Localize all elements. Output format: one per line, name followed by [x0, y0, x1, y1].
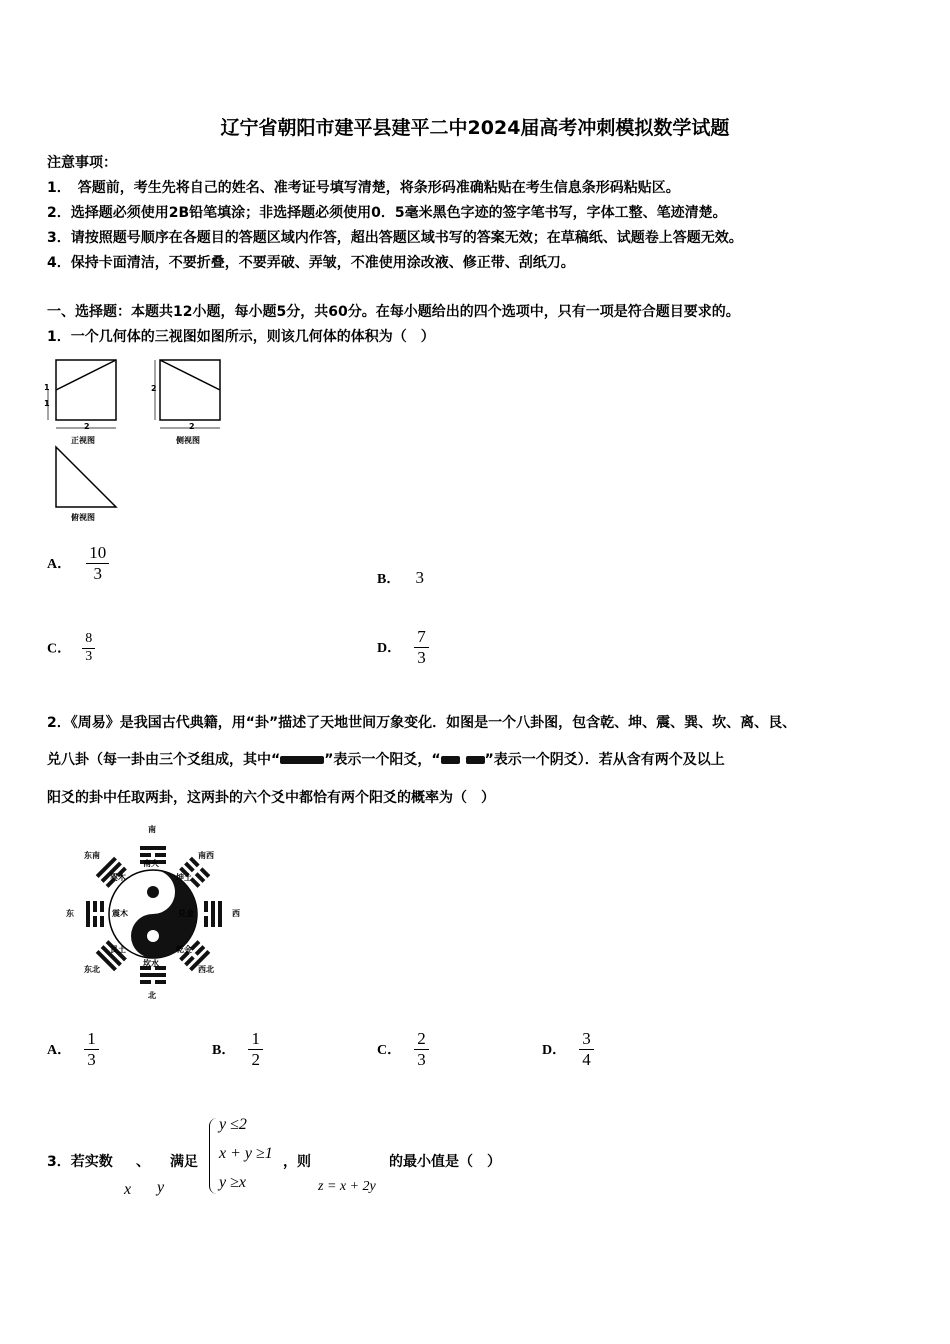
bagua-direction-label: 东南	[84, 851, 100, 860]
system-brace	[209, 1118, 218, 1194]
numerator: 2	[414, 1030, 429, 1050]
fraction	[414, 628, 429, 667]
notice-item: 1． 答题前，考生先将自己的姓名、准考证号填写清楚，将条形码准确粘贴在考生信息条形码粘贴区。	[47, 180, 680, 196]
front-width-label: 2	[84, 422, 90, 431]
option-letter: A．	[47, 1042, 72, 1058]
option-letter: A．	[47, 556, 72, 572]
objective-expression: z = x + 2y	[318, 1179, 376, 1194]
page-title: 辽宁省朝阳市建平县建平二中2024届高考冲刺模拟数学试题	[220, 117, 730, 139]
numerator: 3	[579, 1030, 594, 1050]
question-3-text: 3．若实数	[47, 1154, 113, 1170]
fraction	[84, 1030, 99, 1069]
three-view-diagram	[40, 352, 240, 527]
notice-heading: 注意事项：	[47, 155, 117, 171]
variable-y: y	[157, 1179, 165, 1196]
option-d[interactable]	[377, 628, 429, 667]
option-value: 3	[415, 568, 424, 587]
bagua-inner-label: 乾金	[176, 945, 192, 954]
top-view-label: 俯视图	[71, 513, 95, 522]
question-2-text: ”表示一个阳爻，“	[324, 752, 441, 768]
fraction	[248, 1030, 263, 1069]
bagua-direction-label: 西	[232, 909, 240, 918]
denominator: 3	[417, 1049, 426, 1069]
side-width-label: 2	[189, 422, 195, 431]
yin-line-icon	[441, 756, 460, 764]
denominator: 3	[85, 648, 93, 664]
fraction	[414, 1030, 429, 1069]
option-letter: B．	[212, 1042, 236, 1058]
notice-item: 2．选择题必须使用2B铅笔填涂；非选择题必须使用0．5毫米黑色字迹的签字笔书写，字体工整、笔迹清楚。	[47, 205, 727, 221]
numerator: 8	[82, 632, 95, 649]
inequality: x + y ≥1	[219, 1145, 273, 1162]
option-a[interactable]	[47, 1030, 99, 1069]
option-c[interactable]	[377, 1030, 429, 1069]
denominator: 3	[93, 563, 102, 583]
question-3-separator: 、	[136, 1154, 150, 1170]
bagua-direction-label: 南	[148, 825, 156, 834]
option-b[interactable]	[212, 1030, 263, 1069]
inequality: y ≥x	[219, 1174, 246, 1191]
question-3-text: 满足	[170, 1154, 198, 1170]
bagua-inner-label: 坎水	[143, 959, 159, 968]
bagua-inner-label: 震木	[112, 909, 128, 918]
option-letter: D．	[377, 640, 402, 656]
bagua-direction-label: 北	[148, 991, 156, 1000]
numerator: 1	[84, 1030, 99, 1050]
notice-item: 4．保持卡面清洁，不要折叠，不要弄破、弄皱，不准使用涂改液、修正带、刮纸刀。	[47, 255, 575, 271]
bagua-inner-label: 艮土	[110, 945, 126, 954]
numerator: 1	[248, 1030, 263, 1050]
question-3-text: ，则	[283, 1154, 311, 1170]
fraction	[579, 1030, 594, 1069]
variable-x: x	[124, 1181, 132, 1198]
question-3-text: 的最小值是（ ）	[389, 1154, 501, 1170]
option-letter: D．	[542, 1042, 567, 1058]
option-letter: C．	[377, 1042, 402, 1058]
fraction	[82, 632, 95, 664]
numerator: 10	[86, 544, 109, 564]
side-view-label: 侧视图	[176, 436, 200, 445]
question-2-line: 2．《周易》是我国古代典籍，用“卦”描述了天地世间万象变化．如图是一个八卦图，包含乾、坤、震、巽、坎、离、艮、	[47, 715, 797, 731]
bagua-diagram	[60, 820, 250, 1010]
bagua-direction-label: 东北	[84, 965, 100, 974]
bagua-direction-label: 东	[66, 909, 74, 918]
numerator: 7	[414, 628, 429, 648]
yang-line-icon	[280, 756, 324, 764]
denominator: 3	[417, 647, 426, 667]
inequality: y ≤2	[219, 1116, 247, 1133]
section-heading: 一、选择题：本题共12小题，每小题5分，共60分。在每小题给出的四个选项中，只有一项是符合题目要求的。	[47, 304, 740, 320]
question-2-line	[47, 749, 725, 769]
bagua-inner-label: 南火	[143, 859, 159, 868]
side-height-label: 2	[151, 384, 157, 393]
option-letter: C．	[47, 641, 72, 657]
front-view-label: 正视图	[71, 436, 95, 445]
denominator: 3	[87, 1049, 96, 1069]
front-height-label: 1	[44, 383, 50, 392]
question-1-stem: 1．一个几何体的三视图如图所示，则该几何体的体积为（ ）	[47, 329, 435, 345]
option-a[interactable]	[47, 544, 109, 583]
question-2-text: ”表示一个阴爻）．若从含有两个及以上	[484, 752, 725, 768]
denominator: 2	[251, 1049, 260, 1069]
bagua-inner-label: 巽木	[110, 873, 126, 882]
question-2-line: 阳爻的卦中任取两卦，这两卦的六个爻中都恰有两个阳爻的概率为（ ）	[47, 790, 495, 806]
option-b[interactable]	[377, 568, 424, 588]
fraction	[86, 544, 109, 583]
front-height-label: 1	[44, 399, 50, 408]
bagua-inner-label: 兑金	[178, 909, 194, 918]
option-d[interactable]	[542, 1030, 594, 1069]
question-2-text: 兑八卦（每一卦由三个爻组成，其中“	[47, 752, 281, 768]
option-c[interactable]	[47, 632, 95, 664]
denominator: 4	[582, 1049, 591, 1069]
yin-line-icon	[466, 756, 485, 764]
notice-item: 3．请按照题号顺序在各题目的答题区域内作答，超出答题区域书写的答案无效；在草稿纸、试题卷上答题无效。	[47, 230, 743, 246]
bagua-inner-label: 坤土	[176, 873, 192, 882]
bagua-direction-label: 西北	[198, 965, 214, 974]
option-letter: B．	[377, 572, 401, 587]
bagua-direction-label: 南西	[198, 851, 214, 860]
